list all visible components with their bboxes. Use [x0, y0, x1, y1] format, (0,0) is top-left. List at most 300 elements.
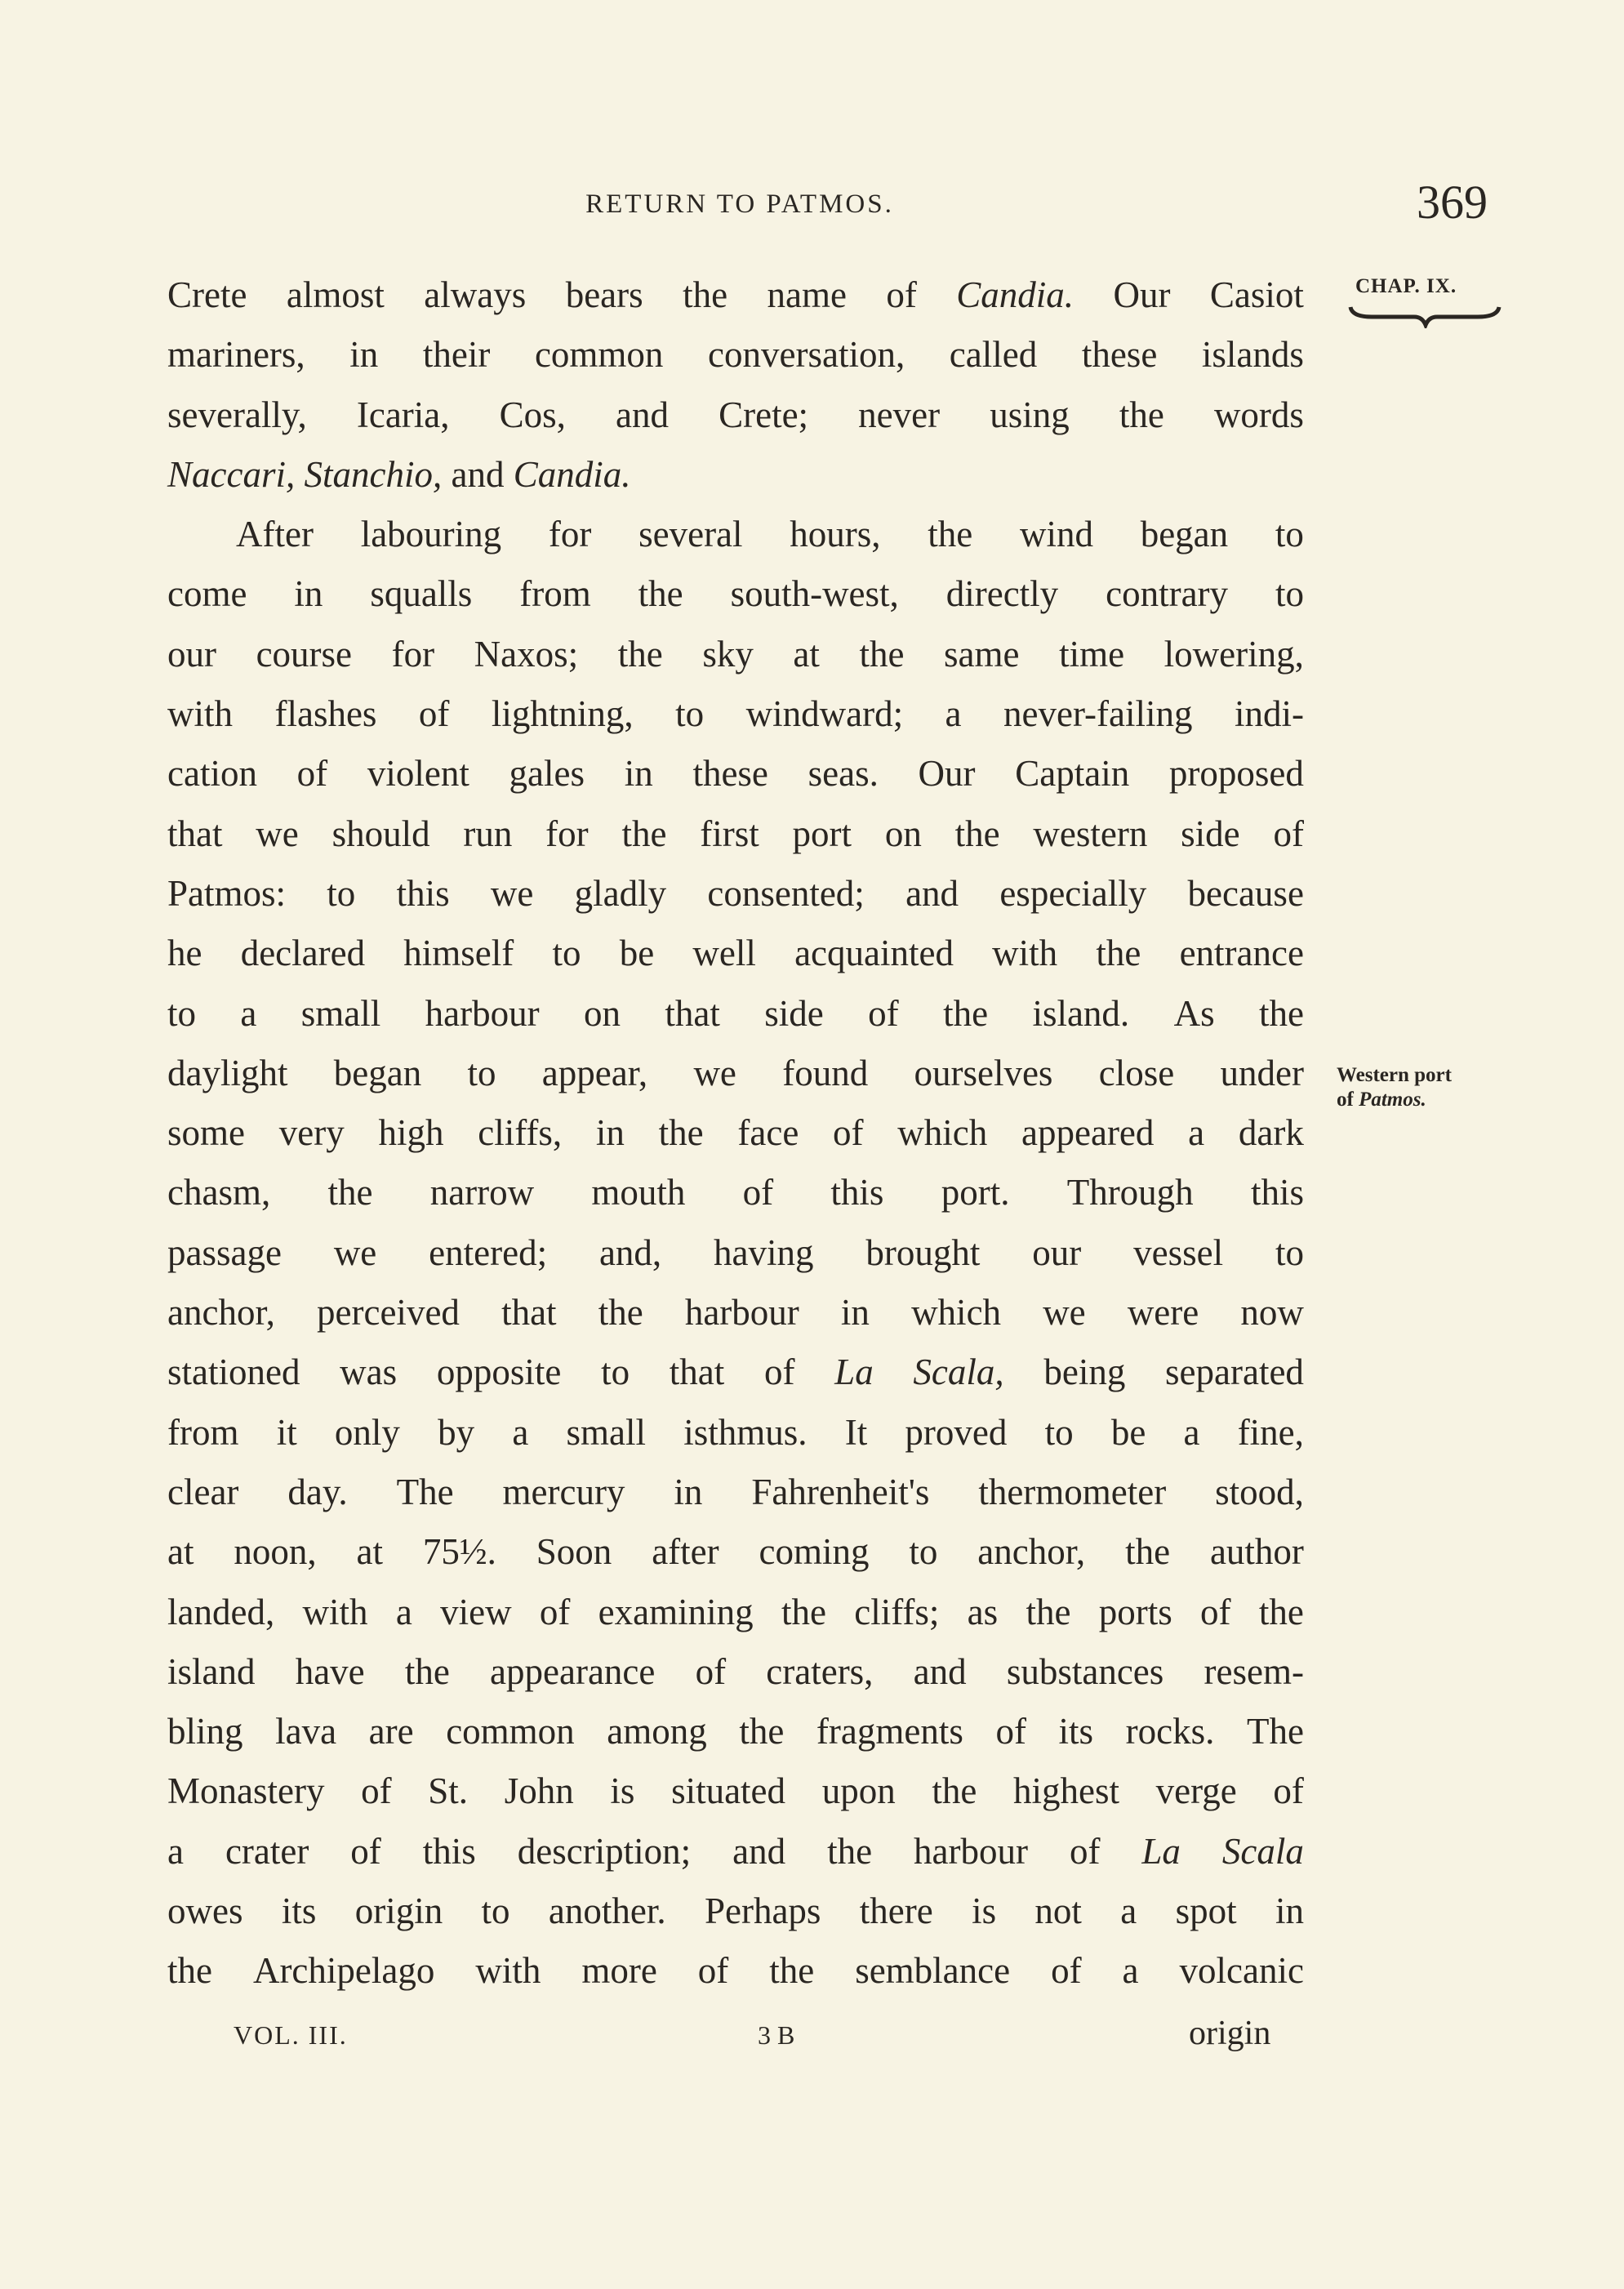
word: opposite	[436, 1352, 562, 1393]
word: and	[451, 453, 514, 495]
word: the	[859, 633, 905, 675]
word: the	[943, 992, 989, 1034]
word: the	[327, 1172, 373, 1214]
word: and	[913, 1650, 967, 1692]
word: It	[844, 1411, 868, 1453]
word: consented;	[707, 872, 865, 914]
word: owes	[167, 1890, 243, 1932]
word: a	[1120, 1890, 1137, 1932]
brace-ornament	[1347, 304, 1502, 328]
word: Scala	[1221, 1830, 1304, 1872]
word: is	[972, 1890, 997, 1932]
word: the	[167, 1950, 212, 1992]
word: stood,	[1215, 1471, 1304, 1512]
text-line	[167, 1223, 1304, 1283]
word: especially	[999, 872, 1147, 914]
word: now	[1240, 1292, 1304, 1334]
word: be	[619, 933, 655, 974]
text-line	[167, 1882, 1304, 1941]
text-line	[167, 1761, 1304, 1821]
word: with	[475, 1950, 541, 1992]
word: of	[833, 1112, 864, 1154]
word: islands	[1201, 334, 1304, 376]
word: the	[932, 1770, 977, 1812]
word: separated	[1165, 1352, 1304, 1393]
text-line	[167, 984, 1304, 1044]
word: for	[545, 813, 589, 854]
text-line	[167, 924, 1304, 983]
word: harbour	[914, 1830, 1028, 1872]
word: ports	[1098, 1591, 1172, 1632]
text-line	[167, 1822, 1304, 1882]
word: cation	[167, 753, 257, 795]
text-line	[167, 1283, 1304, 1343]
word: isthmus.	[683, 1411, 808, 1453]
word: description;	[517, 1830, 692, 1872]
text-line	[167, 1403, 1304, 1463]
word: run	[463, 813, 513, 854]
word: dark	[1238, 1112, 1304, 1154]
word: under	[1220, 1052, 1304, 1093]
word: of	[697, 1950, 729, 1992]
word: to	[675, 693, 705, 735]
word: which	[897, 1112, 988, 1154]
word: first	[700, 813, 759, 854]
word: appeared	[1021, 1112, 1155, 1154]
word: origin	[354, 1890, 443, 1932]
word: to	[909, 1531, 938, 1573]
text-line	[167, 1463, 1304, 1522]
word: of	[361, 1770, 392, 1812]
word: fragments	[816, 1711, 963, 1752]
word: well	[692, 933, 756, 974]
word: flashes	[274, 693, 377, 735]
word: using	[990, 394, 1070, 435]
word: was	[340, 1352, 398, 1393]
word: high	[378, 1112, 444, 1154]
word: after	[652, 1531, 719, 1573]
word: entrance	[1179, 933, 1304, 974]
word: these	[1081, 334, 1158, 376]
word: Naccari,	[167, 453, 305, 495]
word: called	[949, 334, 1038, 376]
word: of	[695, 1650, 727, 1692]
word: of	[886, 274, 917, 315]
word: we	[333, 1231, 377, 1273]
text-line	[167, 1044, 1304, 1103]
word: Candia.	[513, 453, 640, 495]
word: mercury	[502, 1471, 625, 1512]
word: a	[1122, 1950, 1139, 1992]
word: situated	[671, 1770, 786, 1812]
text-line	[167, 505, 1304, 564]
word: verge	[1155, 1770, 1237, 1812]
word: this	[1250, 1172, 1304, 1214]
word: The	[1247, 1711, 1304, 1752]
word: Crete	[167, 274, 247, 315]
word: its	[1058, 1711, 1094, 1752]
word: vessel	[1133, 1231, 1224, 1273]
word: Captain	[1015, 753, 1130, 795]
word: the	[617, 633, 663, 675]
word: always	[424, 274, 527, 315]
word: there	[859, 1890, 933, 1932]
text-line	[167, 385, 1304, 445]
word: and	[616, 394, 669, 435]
word: to	[1275, 573, 1304, 615]
word: of	[1273, 1770, 1304, 1812]
word: highest	[1012, 1770, 1119, 1812]
word: we	[256, 813, 299, 854]
word: a	[167, 1830, 184, 1872]
word: Perhaps	[704, 1890, 821, 1932]
word: coming	[759, 1531, 870, 1573]
word: indi-	[1234, 693, 1304, 735]
word: The	[396, 1471, 454, 1512]
word: time	[1059, 633, 1125, 675]
word: he	[167, 933, 202, 974]
word: lowering,	[1163, 633, 1304, 675]
word: St.	[428, 1770, 469, 1812]
word: labouring	[360, 514, 502, 555]
word: cliffs;	[854, 1591, 940, 1632]
word: on	[584, 992, 621, 1034]
word: to	[1275, 1231, 1304, 1273]
word: never-failing	[1003, 693, 1193, 735]
word: mariners,	[167, 334, 305, 376]
word: not	[1034, 1890, 1082, 1932]
word: to	[552, 933, 581, 974]
word: the	[769, 1950, 815, 1992]
word: acquainted	[794, 933, 954, 974]
word: appear,	[541, 1052, 648, 1093]
word: having	[714, 1231, 814, 1273]
word: to	[601, 1352, 630, 1393]
word: another.	[548, 1890, 666, 1932]
text-line	[167, 1163, 1304, 1222]
text-line	[167, 804, 1304, 864]
word: proved	[905, 1411, 1008, 1453]
word: cliffs,	[478, 1112, 563, 1154]
word: should	[331, 813, 430, 854]
word: to	[1275, 514, 1304, 555]
text-line	[167, 1103, 1304, 1163]
word: windward;	[745, 693, 904, 735]
word: the	[658, 1112, 704, 1154]
word: began	[1140, 514, 1229, 555]
text-line	[167, 864, 1304, 924]
word: Patmos:	[167, 872, 287, 914]
word: wind	[1019, 514, 1093, 555]
word: bling	[167, 1711, 243, 1752]
word: to	[167, 992, 197, 1034]
word: this	[422, 1830, 476, 1872]
word: After	[236, 514, 314, 555]
word: in	[624, 753, 653, 795]
note-line: Western port	[1337, 1064, 1452, 1086]
text-line	[167, 1941, 1304, 2001]
word: our	[1032, 1231, 1082, 1273]
word: the	[739, 1711, 785, 1752]
word: that	[665, 992, 720, 1034]
word: a	[395, 1591, 412, 1632]
note-italic: Patmos.	[1359, 1089, 1426, 1111]
word: of	[868, 992, 899, 1034]
word: gales	[509, 753, 585, 795]
word: Casiot	[1209, 274, 1304, 315]
word: of	[1069, 1830, 1101, 1872]
word: to	[327, 872, 356, 914]
text-line	[167, 325, 1304, 385]
word: some	[167, 1112, 245, 1154]
word: view	[440, 1591, 512, 1632]
word: brought	[865, 1231, 981, 1273]
page-number: 369	[1417, 176, 1488, 229]
word: among	[607, 1711, 707, 1752]
word: it	[276, 1411, 297, 1453]
word: its	[281, 1890, 317, 1932]
word: the	[1258, 992, 1304, 1034]
word: to	[481, 1890, 510, 1932]
word: as	[967, 1591, 999, 1632]
word: a	[240, 992, 257, 1034]
word: Through	[1066, 1172, 1194, 1214]
word: to	[1044, 1411, 1074, 1453]
text-line	[167, 265, 1304, 325]
word: directly	[945, 573, 1059, 615]
word: for	[391, 633, 435, 675]
word: with	[167, 693, 234, 735]
word: same	[944, 633, 1020, 675]
word: Icaria,	[356, 394, 450, 435]
word: for	[548, 514, 592, 555]
word: from	[167, 1411, 239, 1453]
word: with	[992, 933, 1058, 974]
word: a	[1188, 1112, 1205, 1154]
word: the	[1125, 1531, 1171, 1573]
word: Crete;	[719, 394, 809, 435]
word: of	[418, 693, 450, 735]
word: Scala,	[913, 1352, 1004, 1393]
word: the	[638, 573, 683, 615]
word: anchor,	[167, 1292, 275, 1334]
word: 75½.	[422, 1531, 496, 1573]
word: close	[1098, 1052, 1175, 1093]
text-line	[167, 1522, 1304, 1582]
word: of	[539, 1591, 571, 1632]
word: Our	[1113, 274, 1171, 315]
word: at	[793, 633, 820, 675]
word: Naxos;	[474, 633, 579, 675]
word: thermometer	[978, 1471, 1167, 1512]
word: daylight	[167, 1052, 288, 1093]
word: we	[693, 1052, 736, 1093]
word: harbour	[425, 992, 540, 1034]
word: craters,	[766, 1650, 874, 1692]
word: we	[490, 872, 534, 914]
word: day.	[287, 1471, 348, 1512]
word: declared	[240, 933, 366, 974]
word: the	[598, 1292, 643, 1334]
word: western	[1033, 813, 1148, 854]
volume-label: VOL. III.	[234, 2020, 348, 2050]
word: author	[1209, 1531, 1304, 1573]
word: As	[1173, 992, 1215, 1034]
word: spot	[1175, 1890, 1237, 1932]
word: bears	[565, 274, 643, 315]
word: in	[595, 1112, 625, 1154]
word: this	[396, 872, 450, 914]
word: we	[1043, 1292, 1086, 1334]
word: small	[300, 992, 381, 1034]
word: proposed	[1168, 753, 1304, 795]
catchword: origin	[1189, 2015, 1271, 2052]
word: in	[349, 334, 379, 376]
word: name	[767, 274, 847, 315]
word: Stanchio,	[304, 453, 452, 495]
word: their	[422, 334, 491, 376]
word: semblance	[855, 1950, 1011, 1992]
word: rocks.	[1125, 1711, 1215, 1752]
word: lightning,	[491, 693, 634, 735]
word: of	[1273, 813, 1304, 854]
word: are	[368, 1711, 414, 1752]
word: of	[1200, 1591, 1231, 1632]
word: and	[905, 872, 959, 914]
word: contrary	[1106, 573, 1229, 615]
word: La	[834, 1352, 874, 1393]
word: more	[581, 1950, 657, 1992]
word: of	[1051, 1950, 1082, 1992]
word: anchor,	[977, 1531, 1086, 1573]
word: mouth	[591, 1172, 686, 1214]
word: almost	[286, 274, 385, 315]
word: the	[928, 514, 973, 555]
word: island	[167, 1650, 256, 1692]
word: lava	[275, 1711, 337, 1752]
word: a	[1183, 1411, 1200, 1453]
word: only	[334, 1411, 400, 1453]
word: began	[333, 1052, 422, 1093]
word: words	[1213, 394, 1304, 435]
word: upon	[821, 1770, 896, 1812]
word: perceived	[317, 1292, 460, 1334]
word: and,	[598, 1231, 662, 1273]
word: severally,	[167, 394, 307, 435]
word: John	[504, 1770, 574, 1812]
chapter-marginal-note: CHAP. IX.	[1355, 275, 1457, 297]
word: Fahrenheit's	[751, 1471, 930, 1512]
word: substances	[1006, 1650, 1164, 1692]
text-line	[167, 1343, 1304, 1402]
word: of	[763, 1352, 795, 1393]
word: Candia.	[956, 274, 1075, 315]
word: squalls	[370, 573, 473, 615]
word: sky	[702, 633, 754, 675]
text-line	[167, 445, 1304, 505]
text-line	[167, 1583, 1304, 1642]
note-text: of	[1337, 1089, 1359, 1111]
word: side	[764, 992, 824, 1034]
word: at	[356, 1531, 383, 1573]
word: the	[1258, 1591, 1304, 1632]
word: of	[742, 1172, 774, 1214]
word: stationed	[167, 1352, 300, 1393]
word: the	[1026, 1591, 1071, 1632]
word: being	[1043, 1352, 1126, 1393]
word: the	[621, 813, 667, 854]
word: clear	[167, 1471, 239, 1512]
word: side	[1181, 813, 1240, 854]
word: to	[467, 1052, 496, 1093]
word: common	[534, 334, 664, 376]
word: noon,	[234, 1531, 317, 1573]
word: the	[1096, 933, 1141, 974]
word: conversation,	[708, 334, 905, 376]
word: in	[294, 573, 323, 615]
text-line	[167, 625, 1304, 684]
word: that	[669, 1352, 725, 1393]
word: that	[501, 1292, 557, 1334]
word: Soon	[536, 1531, 612, 1573]
word: Archipelago	[252, 1950, 435, 1992]
word: Cos,	[499, 394, 566, 435]
word: the	[827, 1830, 873, 1872]
word: the	[954, 813, 1000, 854]
word: come	[167, 573, 247, 615]
word: course	[256, 633, 353, 675]
text-line	[167, 744, 1304, 804]
word: examining	[598, 1591, 754, 1632]
word: Monastery	[167, 1770, 325, 1812]
word: crater	[225, 1830, 309, 1872]
word: at	[167, 1531, 194, 1573]
text-line	[167, 1642, 1304, 1702]
word: a	[512, 1411, 529, 1453]
word: fine,	[1237, 1411, 1304, 1453]
word: the	[404, 1650, 450, 1692]
text-line	[167, 684, 1304, 744]
word: on	[884, 813, 922, 854]
word: entered;	[429, 1231, 548, 1273]
word: chasm,	[167, 1172, 271, 1214]
word: port.	[941, 1172, 1010, 1214]
word: himself	[403, 933, 514, 974]
word: found	[782, 1052, 869, 1093]
text-line	[167, 564, 1304, 624]
word: appearance	[490, 1650, 656, 1692]
word: south-west,	[730, 573, 899, 615]
word: by	[438, 1411, 475, 1453]
word: several	[638, 514, 743, 555]
word: that	[167, 813, 223, 854]
word: gladly	[574, 872, 667, 914]
word: and	[732, 1830, 786, 1872]
word: in	[840, 1292, 870, 1334]
word: common	[446, 1711, 575, 1752]
word: violent	[367, 753, 469, 795]
word: resem-	[1204, 1650, 1304, 1692]
word: these	[692, 753, 768, 795]
note-line	[1337, 1088, 1452, 1112]
word: a	[945, 693, 962, 735]
word: with	[302, 1591, 368, 1632]
word: the	[1119, 394, 1164, 435]
word: very	[278, 1112, 345, 1154]
word: which	[911, 1292, 1002, 1334]
word: in	[674, 1471, 703, 1512]
word: be	[1110, 1411, 1146, 1453]
